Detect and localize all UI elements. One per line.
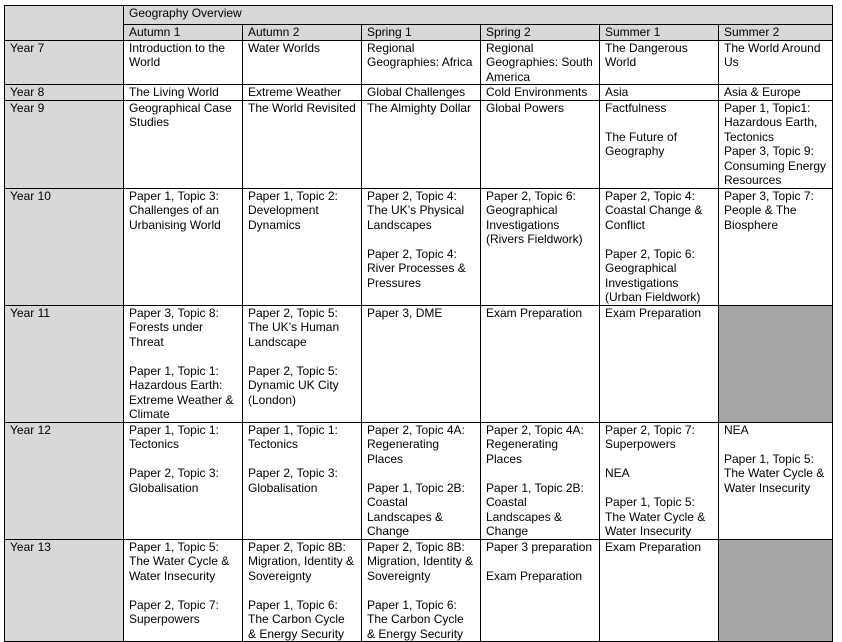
table-cell: Water Worlds [243, 40, 362, 85]
table-cell: Paper 3, Topic 7: People & The Biosphere [719, 188, 833, 305]
table-cell: Paper 2, Topic 4A: Regenerating Places Paper 1, Topic 2B: Coastal Landscapes & Change [481, 422, 600, 539]
table-cell: Global Challenges [362, 85, 481, 101]
table-row-year-9 [5, 100, 833, 188]
table-cell: Paper 3, Topic 8: Forests under Threat Paper 1, Topic 1: Hazardous Earth: Extreme Weather & Climate [124, 305, 243, 422]
table-cell: Geographical Case Studies [124, 100, 243, 188]
table-cell: Extreme Weather [243, 85, 362, 101]
table-cell: Paper 1, Topic 5: The Water Cycle & Water Insecurity Paper 2, Topic 7: Superpowers [124, 539, 243, 642]
table-cell: Paper 2, Topic 4: Coastal Change & Conflict Paper 2, Topic 6: Geographical Investigations (Urban Fieldwork) [600, 188, 719, 305]
table-row-year-12 [5, 422, 833, 539]
table-cell: Paper 1, Topic1: Hazardous Earth, Tectonics Paper 3, Topic 9: Consuming Energy Resources [719, 100, 833, 188]
table-cell: Exam Preparation [481, 305, 600, 422]
corner-cell [5, 6, 124, 41]
year-label: Year 9 [5, 100, 124, 188]
table-row-year-10 [5, 188, 833, 305]
table-cell: Paper 2, Topic 5: The UK’s Human Landscape Paper 2, Topic 5: Dynamic UK City (London) [243, 305, 362, 422]
year-label: Year 8 [5, 85, 124, 101]
table-row-year-7 [5, 40, 833, 85]
year-label: Year 7 [5, 40, 124, 85]
year-label: Year 12 [5, 422, 124, 539]
table-cell: Paper 2, Topic 8B: Migration, Identity & Sovereignty Paper 1, Topic 6: The Carbon Cycle & Energy Security [362, 539, 481, 642]
table-cell: Cold Environments [481, 85, 600, 101]
year-label: Year 13 [5, 539, 124, 642]
table-cell: Paper 2, Topic 8B: Migration, Identity & Sovereignty Paper 1, Topic 6: The Carbon Cycle & Energy Security [243, 539, 362, 642]
table-cell: Paper 1, Topic 1: Tectonics Paper 2, Topic 3: Globalisation [124, 422, 243, 539]
term-header-summer-2: Summer 2 [719, 25, 833, 41]
table-cell: Factfulness The Future of Geography [600, 100, 719, 188]
table-cell: The Living World [124, 85, 243, 101]
table-row-year-11 [5, 305, 833, 422]
table-row-year-8 [5, 85, 833, 101]
term-header-autumn-2: Autumn 2 [243, 25, 362, 41]
table-cell: Paper 2, Topic 6: Geographical Investigations (Rivers Fieldwork) [481, 188, 600, 305]
table-cell: Paper 3, DME [362, 305, 481, 422]
table-cell: Paper 2, Topic 7: Superpowers NEA Paper 1, Topic 5: The Water Cycle & Water Insecurity [600, 422, 719, 539]
table-cell: Asia [600, 85, 719, 101]
empty-shaded-cell [719, 539, 833, 642]
term-header-spring-1: Spring 1 [362, 25, 481, 41]
year-label: Year 11 [5, 305, 124, 422]
term-header-autumn-1: Autumn 1 [124, 25, 243, 41]
table-cell: NEA Paper 1, Topic 5: The Water Cycle & Water Insecurity [719, 422, 833, 539]
geography-overview-document [4, 5, 833, 642]
term-header-spring-2: Spring 2 [481, 25, 600, 41]
table-cell: The World Revisited [243, 100, 362, 188]
table-cell: The World Around Us [719, 40, 833, 85]
table-cell: Paper 1, Topic 3: Challenges of an Urbanising World [124, 188, 243, 305]
table-cell: Paper 1, Topic 1: Tectonics Paper 2, Topic 3: Globalisation [243, 422, 362, 539]
overview-table [4, 5, 833, 642]
table-cell: Exam Preparation [600, 305, 719, 422]
empty-shaded-cell [719, 305, 833, 422]
table-cell: Exam Preparation [600, 539, 719, 642]
table-cell: Paper 1, Topic 2: Development Dynamics [243, 188, 362, 305]
table-cell: Paper 2, Topic 4: The UK’s Physical Landscapes Paper 2, Topic 4: River Processes & Pressures [362, 188, 481, 305]
table-cell: Paper 3 preparation Exam Preparation [481, 539, 600, 642]
year-label: Year 10 [5, 188, 124, 305]
table-title: Geography Overview [124, 6, 833, 25]
table-cell: Introduction to the World [124, 40, 243, 85]
table-cell: Global Powers [481, 100, 600, 188]
table-cell: Regional Geographies: Africa [362, 40, 481, 85]
term-header-summer-1: Summer 1 [600, 25, 719, 41]
table-cell: The Dangerous World [600, 40, 719, 85]
table-cell: Regional Geographies: South America [481, 40, 600, 85]
table-row-year-13 [5, 539, 833, 642]
table-cell: The Almighty Dollar [362, 100, 481, 188]
table-cell: Paper 2, Topic 4A: Regenerating Places Paper 1, Topic 2B: Coastal Landscapes & Change [362, 422, 481, 539]
table-cell: Asia & Europe [719, 85, 833, 101]
